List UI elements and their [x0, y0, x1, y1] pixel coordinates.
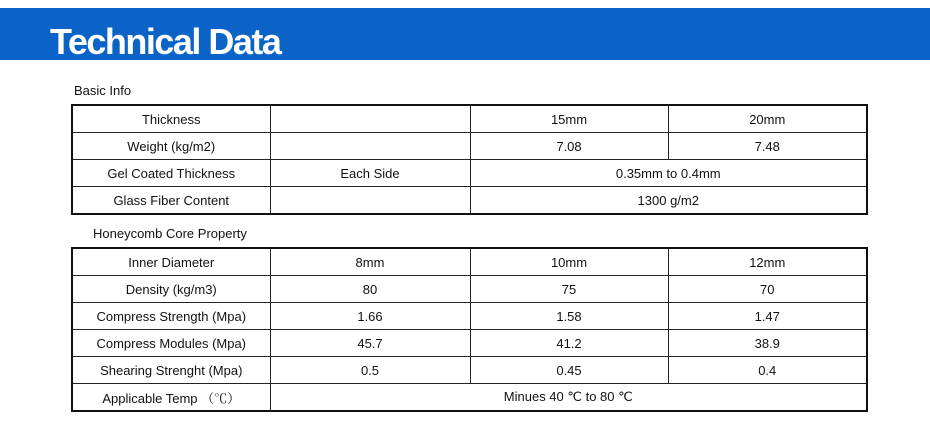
table-row	[72, 303, 867, 330]
table-cell: 80	[270, 276, 470, 303]
section-label-basic-info: Basic Info	[74, 83, 132, 98]
table-cell	[270, 187, 470, 215]
row-label: Applicable Temp （℃）	[72, 384, 270, 412]
table-row	[72, 276, 867, 303]
table-cell: 0.4	[668, 357, 867, 384]
table-cell: 0.45	[470, 357, 668, 384]
table-row	[72, 187, 867, 215]
section-label-honeycomb-core: Honeycomb Core Property	[93, 226, 247, 241]
table-row	[72, 330, 867, 357]
row-label: Glass Fiber Content	[72, 187, 270, 215]
table-cell: 0.5	[270, 357, 470, 384]
row-label: Gel Coated Thickness	[72, 160, 270, 187]
table-row	[72, 105, 867, 133]
table-cell: 45.7	[270, 330, 470, 357]
row-label: Shearing Strenght (Mpa)	[72, 357, 270, 384]
table-cell: 8mm	[270, 248, 470, 276]
table-cell: 41.2	[470, 330, 668, 357]
basic-info-table	[71, 104, 868, 215]
table-cell: 70	[668, 276, 867, 303]
table-cell: 10mm	[470, 248, 668, 276]
table-cell-merged: 1300 g/m2	[470, 187, 867, 215]
row-label: Density (kg/m3)	[72, 276, 270, 303]
table-cell-merged: Minues 40 ℃ to 80 ℃	[270, 384, 867, 412]
table-cell: 38.9	[668, 330, 867, 357]
row-label: Thickness	[72, 105, 270, 133]
table-row	[72, 160, 867, 187]
table-cell: 1.66	[270, 303, 470, 330]
table-row	[72, 133, 867, 160]
row-label: Inner Diameter	[72, 248, 270, 276]
table-row	[72, 357, 867, 384]
header-banner	[0, 8, 930, 60]
table-cell: 12mm	[668, 248, 867, 276]
row-label: Compress Strength (Mpa)	[72, 303, 270, 330]
table-cell: 7.48	[668, 133, 867, 160]
row-label: Compress Modules (Mpa)	[72, 330, 270, 357]
table-cell	[270, 133, 470, 160]
table-row	[72, 248, 867, 276]
table-cell-merged: 0.35mm to 0.4mm	[470, 160, 867, 187]
table-cell: 15mm	[470, 105, 668, 133]
honeycomb-core-table	[71, 247, 868, 412]
table-cell: 7.08	[470, 133, 668, 160]
table-cell: 20mm	[668, 105, 867, 133]
table-row	[72, 384, 867, 412]
table-cell: Each Side	[270, 160, 470, 187]
table-cell	[270, 105, 470, 133]
row-label: Weight (kg/m2)	[72, 133, 270, 160]
table-cell: 75	[470, 276, 668, 303]
page-title: Technical Data	[50, 21, 281, 62]
table-cell: 1.58	[470, 303, 668, 330]
table-cell: 1.47	[668, 303, 867, 330]
